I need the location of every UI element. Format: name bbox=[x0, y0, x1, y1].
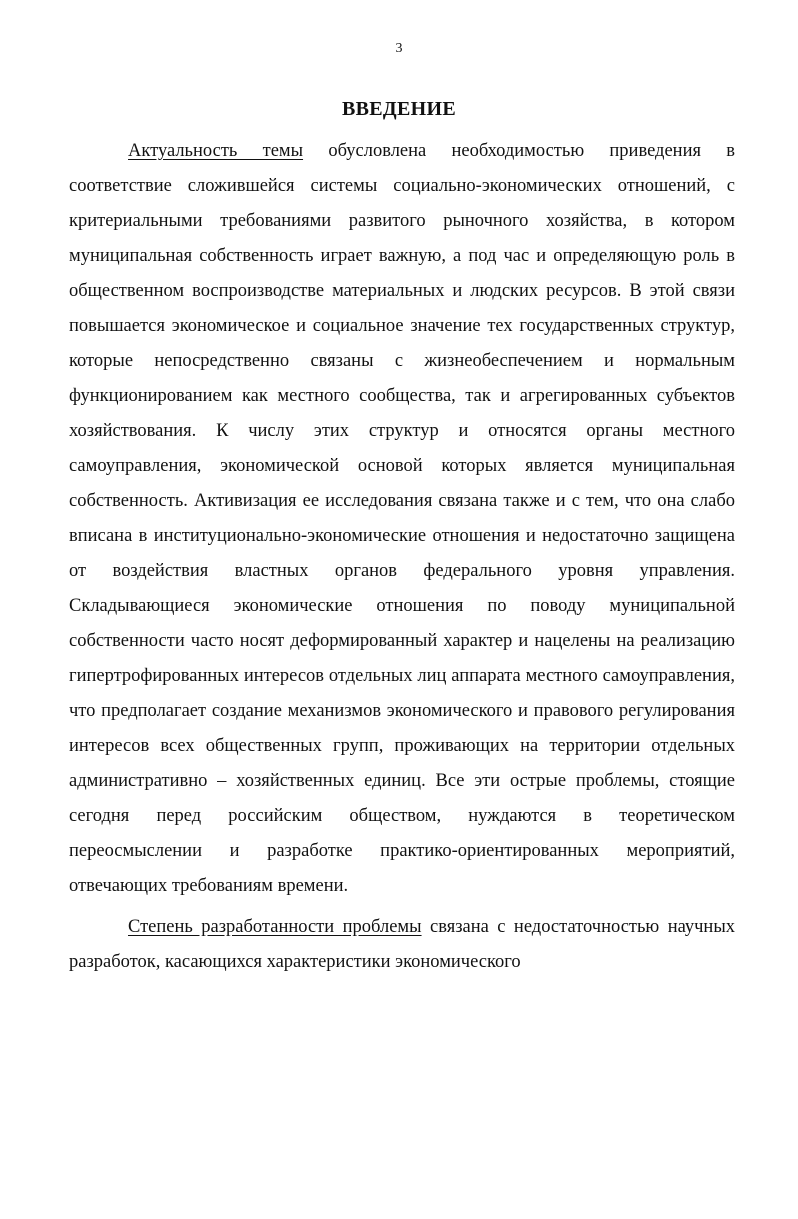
page-number: 3 bbox=[395, 41, 403, 56]
paragraph-relevance bbox=[69, 134, 735, 904]
page-title: ВВЕДЕНИЕ bbox=[342, 98, 456, 120]
paragraph-text-relevance: обусловлена необходимостью приведения в соответствие сложившейся системы социально-экономических отношений, с критериальными требованиями развитого рыночного хозяйства, в котором муниципальная собственность играет важную, а под час и определяющую роль в общественном воспроизводстве материальных и людских ресурсов. В этой связи повышается экономическое и социальное значение тех государственных структур, которые непосредственно связаны с жизнеобеспечением и нормальным функционированием как местного сообщества, так и агрегированных субъектов хозяйствования. К числу этих структур и относятся органы местного самоуправления, экономической основой которых является муниципальная собственность. Активизация ее исследования связана также и с тем, что она слабо вписана в институционально-экономические отношения и недостаточно защищена от воздействия властных органов федерального уровня управления. Складывающиеся экономические отношения по поводу муниципальной собственности часто носят деформированный характер и нацелены на реализацию гипертрофированных интересов отдельных лиц аппарата местного самоуправления, что предполагает создание механизмов экономического и правового регулирования интересов всех общественных групп, проживающих на территории отдельных административно – хозяйственных единиц. Все эти острые проблемы, стоящие сегодня перед российским обществом, нуждаются в теоретическом переосмыслении и разработке практико-ориентированных мероприятий, отвечающих требованиям времени. bbox=[69, 141, 735, 896]
paragraph-lead-relevance: Актуальность темы bbox=[128, 141, 304, 161]
document-body bbox=[69, 134, 735, 980]
paragraph-development-degree bbox=[69, 910, 735, 980]
paragraph-text-development-degree: связана с недостаточностью научных разработок, касающихся характеристики экономического bbox=[69, 917, 736, 972]
paragraph-lead-development-degree: Степень разработанности проблемы bbox=[128, 917, 422, 937]
